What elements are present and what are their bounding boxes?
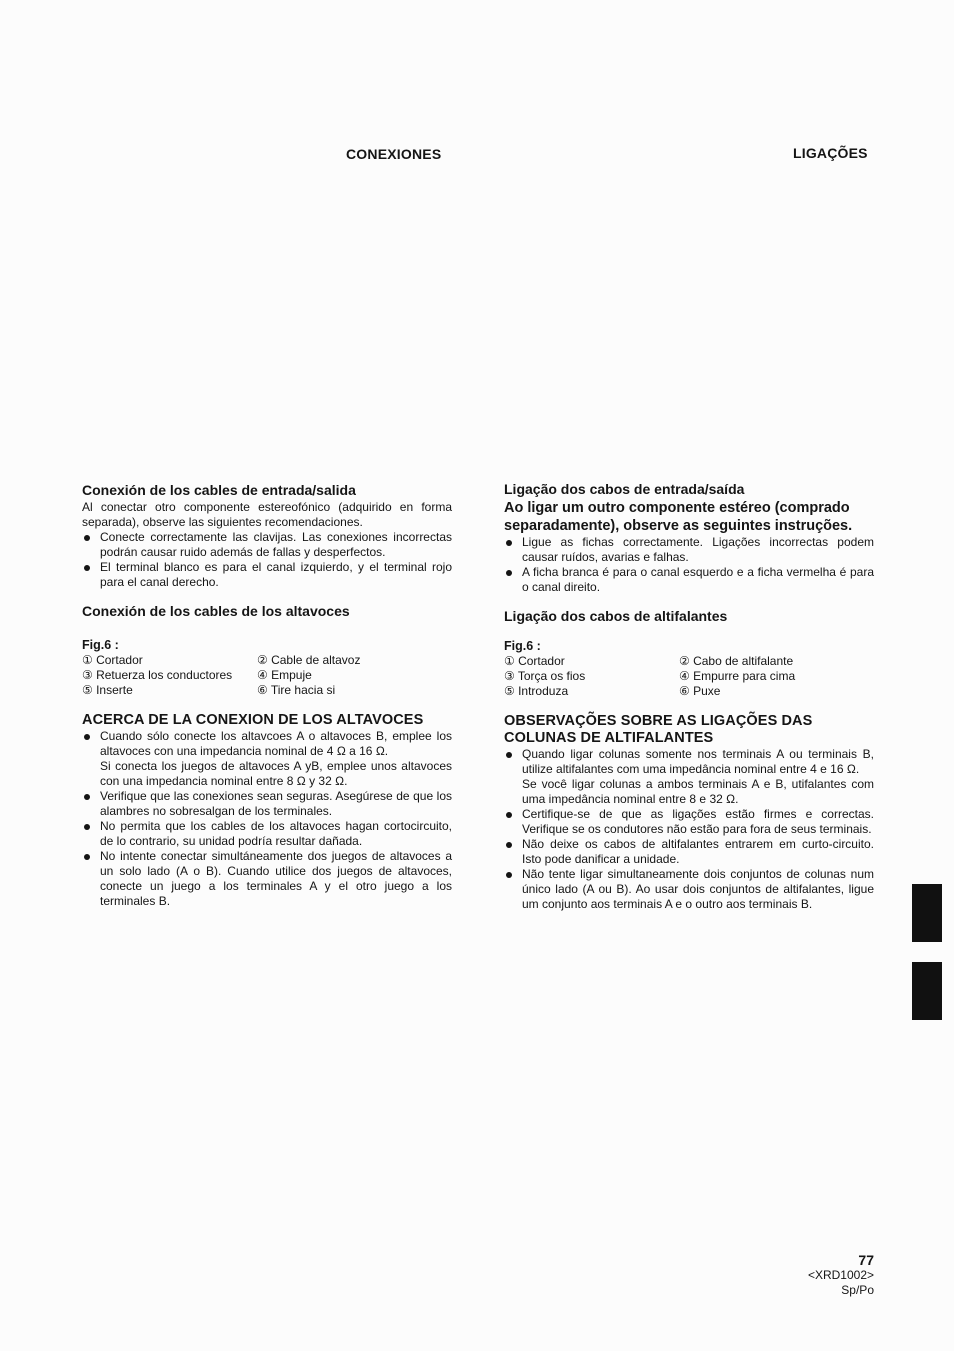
portuguese-section3-title: OBSERVAÇÕES SOBRE AS LIGAÇÕES DAS COLUNAS DE ALTIFALANTES [504, 713, 813, 746]
portuguese-fig-label: Fig.6 : [504, 639, 541, 653]
spanish-section1-bullet: Conecte correctamente las clavijas. Las conexiones incorrectas podrán causar ruido además de fallas y desperfectos. [82, 530, 452, 560]
spanish-fig-label: Fig.6 : [82, 638, 119, 652]
portuguese-section3-bullet: Não tente ligar simultaneamente dois conjuntos de colunas num único lado (A ou B). Ao usar dois conjuntos de altifalantes, ligue um conjunto aos terminais A e o outro aos terminais B. [504, 867, 874, 912]
portuguese-bullet-text: Quando ligar colunas somente nos terminais A ou terminais B, utilize altifalantes com uma impedância nominal entre 4 e 16 Ω. [522, 747, 874, 776]
portuguese-section1-bullet: A ficha branca é para o canal esquerdo e a ficha vermelha é para o canal direito. [504, 565, 874, 595]
portuguese-bullet-text: Se você ligar colunas a ambos terminais A e B, utifalantes com uma impedância nominal entre 8 e 32 Ω. [522, 777, 874, 806]
fig-legend-item: ② Cabo de altifalante [679, 654, 794, 668]
page-header-spanish: CONEXIONES [346, 146, 442, 162]
portuguese-section3-bullet: Não deixe os cabos de altifalantes entrarem em curto-circuito. Isto pode danificar a unidade. [504, 837, 874, 867]
spanish-section1-bullet: El terminal blanco es para el canal izquierdo, y el terminal rojo para el canal derecho. [82, 560, 452, 590]
edge-index-tab [912, 962, 942, 1020]
portuguese-section1-bullet: Ligue as fichas correctamente. Ligações incorrectas podem causar ruídos, avarias e falhas. [504, 535, 874, 565]
spanish-section3-bullet: No intente conectar simultáneamente dos juegos de altavoces a un solo lado (A o B). Cuando utilice dos juegos de altavoces, conecte un juego a los terminales A y el otro juego a los terminales B. [82, 849, 452, 909]
page-number: 77 [858, 1252, 874, 1268]
page-footer [808, 1252, 874, 1298]
spanish-section3-bullet: Verifique que las conexiones sean seguras. Asegúrese de que los alambres no sobresalgan de los terminales. [82, 789, 452, 819]
fig-legend-item: ③ Torça os fios [504, 669, 586, 683]
spanish-fig-legend [82, 653, 452, 698]
fig-legend-item: ③ Retuerza los conductores [82, 668, 233, 682]
model-code: <XRD1002> [807, 1268, 874, 1282]
fig-legend-item: ② Cable de altavoz [257, 653, 361, 667]
fig-legend-item: ④ Empuje [257, 668, 312, 682]
portuguese-fig-legend [504, 654, 874, 699]
spanish-section3-bullet [82, 729, 452, 789]
spanish-section2-title: Conexión de los cables de los altavoces [82, 603, 350, 619]
portuguese-section3-bullet [504, 747, 874, 807]
portuguese-section1-subtitle: Ao ligar um outro componente estéreo (comprado separadamente), observe as seguintes instruções. [504, 500, 853, 534]
spanish-section3-bullet: No permita que los cables de los altavoces hagan cortocircuito, de lo contrario, su unidad podría resultar dañada. [82, 819, 452, 849]
fig-legend-item: ⑤ Inserte [82, 683, 133, 697]
portuguese-section3-bullet: Certifique-se de que as ligações estão firmes e correctas. Verifique se os condutores não estão para fora de seus terminais. [504, 807, 874, 837]
edge-index-tab [912, 884, 942, 942]
fig-legend-item: ⑤ Introduza [504, 684, 569, 698]
fig-legend-item: ① Cortador [82, 653, 143, 667]
portuguese-section2-title: Ligação dos cabos de altifalantes [504, 608, 728, 624]
fig-legend-item: ① Cortador [504, 654, 565, 668]
spanish-bullet-text: Cuando sólo conecte los altavcoes A o altavoces B, emplee los altavoces con una impedancia nominal de 4 Ω a 16 Ω. [100, 729, 452, 758]
spanish-section1-title: Conexión de los cables de entrada/salida [82, 482, 356, 498]
spanish-section1-intro: Al conectar otro componente estereofónico (adquirido en forma separada), observe las siguientes recomendaciones. [82, 500, 452, 529]
fig-legend-item: ⑥ Puxe [679, 684, 721, 698]
spanish-section3-title: ACERCA DE LA CONEXION DE LOS ALTAVOCES [82, 712, 424, 728]
portuguese-section1-title: Ligação dos cabos de entrada/saída [504, 481, 745, 497]
language-code: Sp/Po [841, 1283, 874, 1297]
fig-legend-item: ④ Empurre para cima [679, 669, 796, 683]
portuguese-column [504, 481, 874, 912]
fig-legend-item: ⑥ Tire hacia si [257, 683, 336, 697]
page-header-portuguese: LIGAÇÕES [793, 145, 868, 161]
spanish-column [82, 482, 452, 909]
spanish-bullet-text: Si conecta los juegos de altavoces A yB, emplee unos altavoces con una impedancia nominal entre 8 Ω y 32 Ω. [100, 759, 452, 788]
